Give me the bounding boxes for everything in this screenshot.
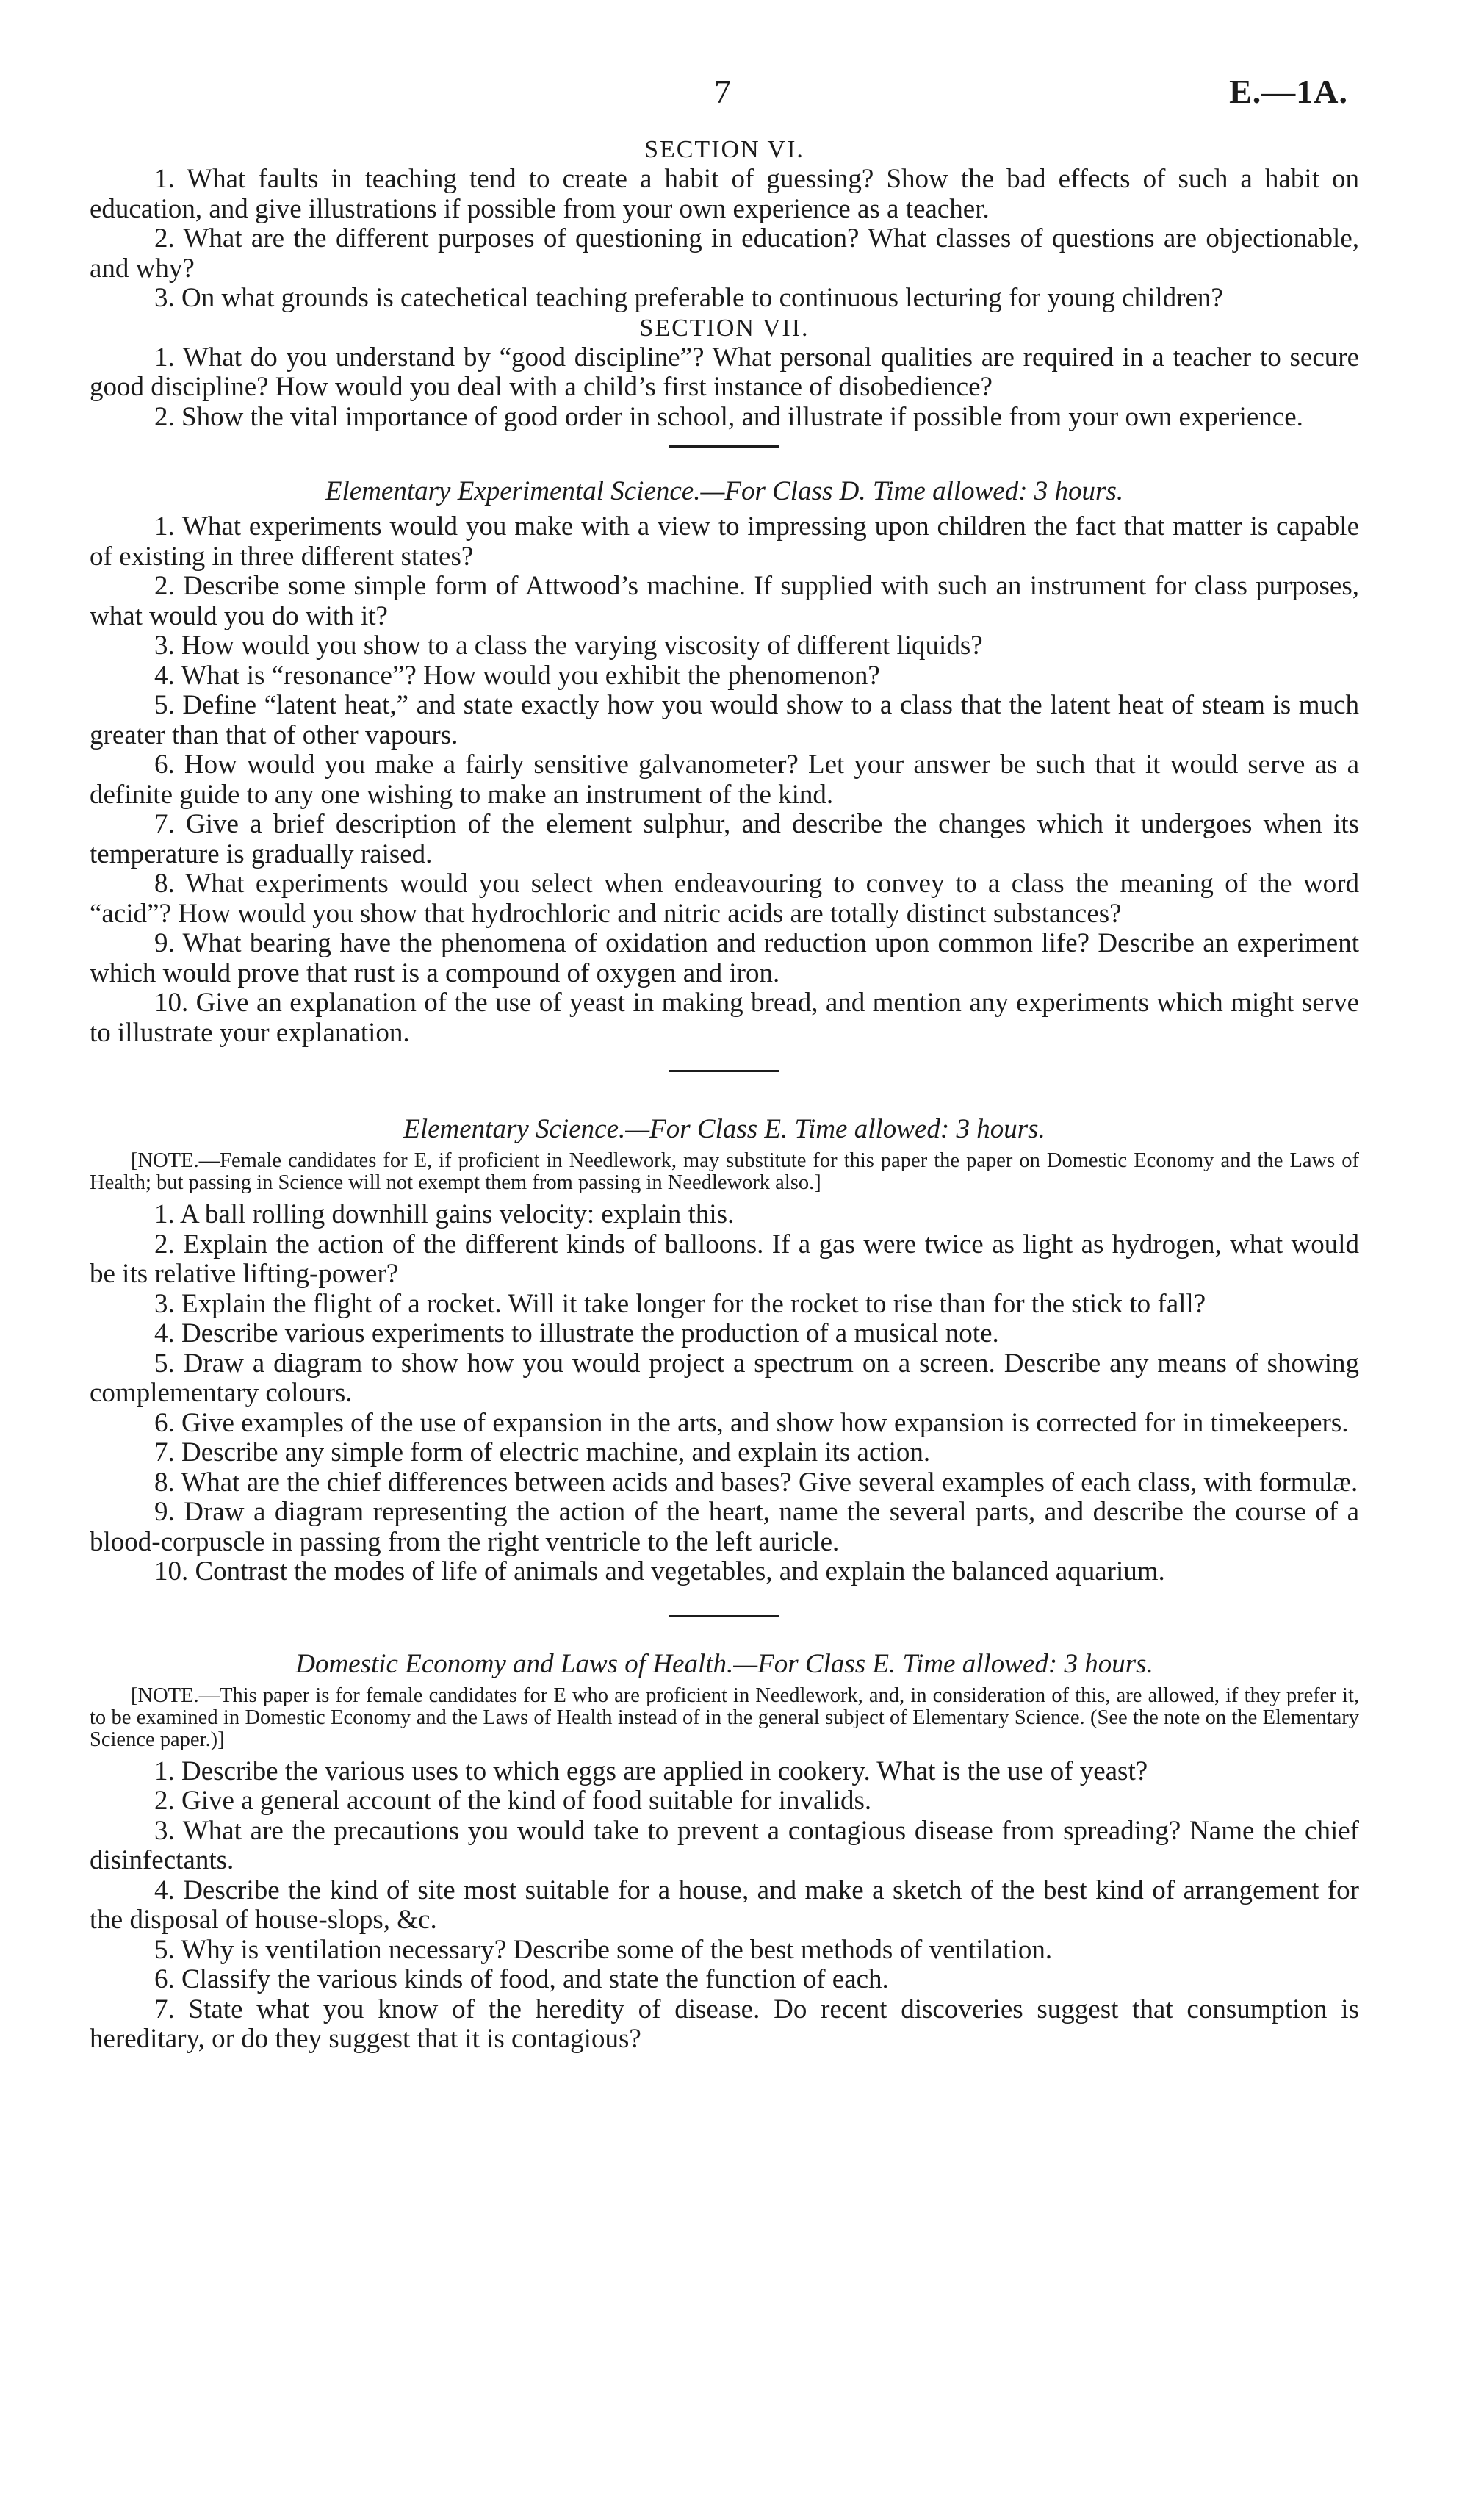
paper-title: Elementary Science.—For Class E. Time allowed: 3 hours.	[403, 1114, 1045, 1144]
question: 1. What faults in teaching tend to create a habit of guessing? Show the bad effects of such a habit on education, and give illustrations if possible from your own experience as a teacher.	[90, 164, 1359, 224]
question: 2. Give a general account of the kind of food suitable for invalids.	[154, 1786, 872, 1816]
divider	[669, 445, 779, 448]
question: 3. Explain the flight of a rocket. Will it take longer for the rocket to rise than for the stick to fall?	[154, 1288, 1206, 1319]
question: 10. Contrast the modes of life of animals and vegetables, and explain the balanced aquarium.	[154, 1556, 1165, 1587]
question: 5. Draw a diagram to show how you would project a spectrum on a screen. Describe any means of showing complementary colours.	[90, 1348, 1359, 1408]
question: 9. What bearing have the phenomena of oxidation and reduction upon common life? Describe an experiment which would prove that rust is a compound of oxygen and iron.	[90, 928, 1359, 988]
section-heading: SECTION VI.	[644, 136, 804, 163]
question: 2. Show the vital importance of good order in school, and illustrate if possible from your own experience.	[154, 401, 1303, 432]
question: 2. What are the different purposes of questioning in education? What classes of questions are objectionable, and why?	[90, 223, 1359, 284]
question: 8. What are the chief differences between acids and bases? Give several examples of each class, with formulæ.	[154, 1467, 1358, 1498]
question: 2. Describe some simple form of Attwood’s machine. If supplied with such an instrument for class purposes, what would you do with it?	[90, 571, 1359, 631]
page-number: 7	[714, 73, 731, 110]
question: 9. Draw a diagram representing the action of the heart, name the several parts, and describe the course of a blood-corpuscle in passing from the right ventricle to the left auricle.	[90, 1497, 1359, 1557]
paper-note: [NOTE.—Female candidates for E, if proficient in Needlework, may substitute for this paper the paper on Domestic Economy and the Laws of Health; but passing in Science will not exempt them from passing in Needlework also.]	[90, 1149, 1359, 1194]
question: 5. Define “latent heat,” and state exactly how you would show to a class that the latent heat of steam is much greater than that of other vapours.	[90, 690, 1359, 750]
question: 7. State what you know of the heredity of disease. Do recent discoveries suggest that consumption is hereditary, or do they suggest that it is contagious?	[90, 1994, 1359, 2054]
question: 4. Describe the kind of site most suitable for a house, and make a sketch of the best kind of arrangement for the disposal of house-slops, &c.	[90, 1875, 1359, 1935]
divider	[669, 1070, 779, 1072]
paper-note: [NOTE.—This paper is for female candidates for E who are proficient in Needlework, and, in consideration of this, are allowed, if they prefer it, to be examined in Domestic Economy and the Laws of Health instead of in the general subject of Elementary Science. (See the note on the Elementary Science paper.)]	[90, 1684, 1359, 1751]
question: 1. What experiments would you make with a view to impressing upon children the fact that matter is capable of existing in three different states?	[90, 511, 1359, 572]
question: 2. Explain the action of the different kinds of balloons. If a gas were twice as light as hydrogen, what would be its relative lifting-power?	[90, 1229, 1359, 1289]
question: 7. Describe any simple form of electric machine, and explain its action.	[154, 1437, 931, 1467]
question: 1. A ball rolling downhill gains velocity: explain this.	[154, 1199, 735, 1229]
document-reference: E.—1A.	[1229, 73, 1348, 110]
question: 10. Give an explanation of the use of yeast in making bread, and mention any experiments which might serve to illustrate your explanation.	[90, 988, 1359, 1048]
question: 6. Give examples of the use of expansion in the arts, and show how expansion is corrected for in timekeepers.	[154, 1407, 1349, 1438]
question: 4. What is “resonance”? How would you exhibit the phenomenon?	[154, 660, 880, 691]
question: 8. What experiments would you select when endeavouring to convey to a class the meaning of the word “acid”? How would you show that hydrochloric and nitric acids are totally distinct substances?	[90, 869, 1359, 929]
question: 4. Describe various experiments to illustrate the production of a musical note.	[154, 1318, 999, 1348]
section-heading: SECTION VII.	[639, 314, 810, 342]
question: 1. What do you understand by “good discipline”? What personal qualities are required in a teacher to secure good discipline? How would you deal with a child’s first instance of disobedience?	[90, 342, 1359, 402]
question: 7. Give a brief description of the element sulphur, and describe the changes which it undergoes when its temperature is gradually raised.	[90, 809, 1359, 869]
question: 5. Why is ventilation necessary? Describe some of the best methods of ventilation.	[154, 1934, 1053, 1965]
question: 3. What are the precautions you would take to prevent a contagious disease from spreading? Name the chief disinfectants.	[90, 1815, 1359, 1875]
divider	[669, 1615, 779, 1617]
question: 1. Describe the various uses to which eggs are applied in cookery. What is the use of yeast?	[154, 1756, 1148, 1786]
paper-title: Domestic Economy and Laws of Health.—For Class E. Time allowed: 3 hours.	[295, 1648, 1153, 1679]
question: 6. Classify the various kinds of food, and state the function of each.	[154, 1964, 889, 1994]
page-content	[90, 135, 1359, 2055]
paper-title: Elementary Experimental Science.—For Class D. Time allowed: 3 hours.	[325, 476, 1124, 506]
question: 3. How would you show to a class the varying viscosity of different liquids?	[154, 630, 983, 661]
question: 3. On what grounds is catechetical teaching preferable to continuous lecturing for young children?	[154, 283, 1223, 313]
question: 6. How would you make a fairly sensitive galvanometer? Let your answer be such that it would serve as a definite guide to any one wishing to make an instrument of the kind.	[90, 750, 1359, 810]
